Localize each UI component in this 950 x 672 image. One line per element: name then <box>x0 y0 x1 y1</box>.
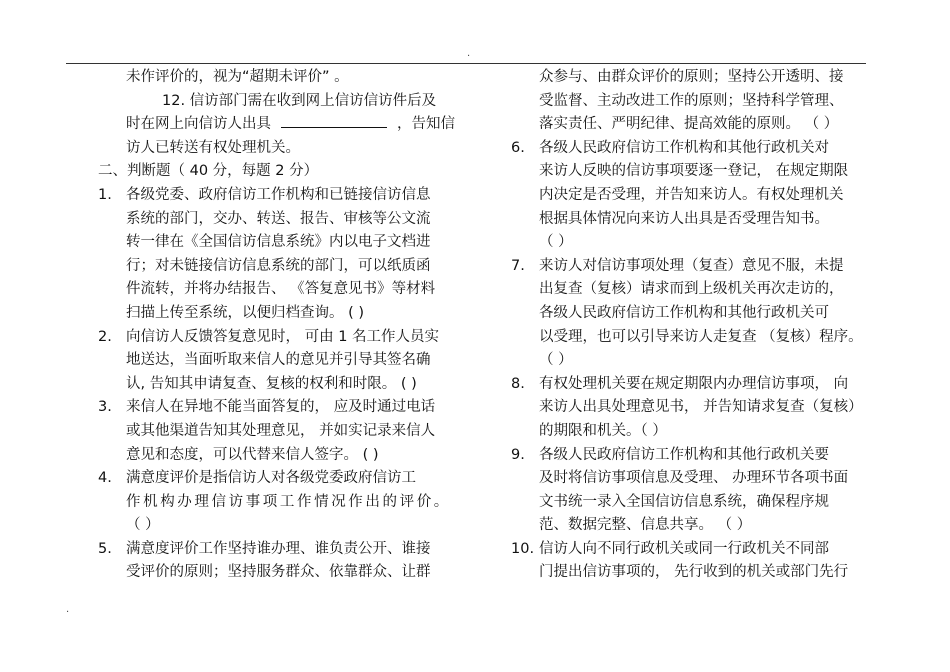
header-rule <box>66 63 866 64</box>
question-line: 各级党委、政府信访工作机构和已链接信访信息 <box>126 186 431 203</box>
question-5 <box>98 538 468 585</box>
answer-parentheses: （ ） <box>539 234 573 251</box>
question-line: 件流转，并将办结报告、 《答复意见书》等材料 <box>126 281 436 298</box>
question-line: 各级人民政府信访工作机构和其他行政机关可 <box>539 304 829 321</box>
section-heading: 二、判断题（ 40 分，每题 2 分） <box>98 163 319 180</box>
question-line: 文书统一录入全国信访信息系统，确保程序规 <box>539 493 829 510</box>
question-line: 出复查（复核）请求而到上级机关再次走访的， <box>539 281 844 298</box>
question-line: 有权处理机关要在规定期限内办理信访事项， 向 <box>539 375 849 392</box>
question-line: 及时将信访事项信息及受理、 办理环节各项书面 <box>539 470 849 487</box>
right-column <box>511 66 881 585</box>
question-line: 根据具体情况向来访人出具是否受理告知书。 <box>539 210 829 227</box>
continuation-line: 落实责任、严明纪律、提高效能的原则。 （ ） <box>539 116 839 133</box>
continuation-line: 未作评价的，视为“超期未评价” 。 <box>126 69 349 85</box>
question-12-line-2 <box>98 113 468 137</box>
question-1 <box>98 184 468 326</box>
question-7 <box>511 255 881 373</box>
question-line: 来访人反映的信访事项要逐一登记， 在规定期限 <box>539 163 849 180</box>
question-line: 行；对未链接信访信息系统的部门，可以纸质函 <box>126 257 431 274</box>
question-10 <box>511 538 881 585</box>
question-number: 5. <box>98 540 112 557</box>
question-line: 来访人出具处理意见书， 并告知请求复查（复核） <box>539 399 863 416</box>
fill-in-blank <box>281 113 387 128</box>
question-12-text-after-blank: ，告知信 <box>397 116 455 133</box>
question-number: 6. <box>511 139 525 156</box>
question-12-line-1: 12. 信访部门需在收到网上信访信访件后及 <box>162 92 437 109</box>
question-12-line-3: 访人已转送有权处理机关。 <box>126 139 300 156</box>
question-line: 向信访人反馈答复意见时， 可由 1 名工作人员实 <box>126 328 440 345</box>
question-line: 各级人民政府信访工作机构和其他行政机关对 <box>539 139 829 156</box>
question-4 <box>98 467 468 538</box>
question-number: 2. <box>98 328 112 345</box>
question-6 <box>511 137 881 255</box>
question-line: 来访人对信访事项处理（复查）意见不服，未提 <box>539 257 844 274</box>
question-number: 1. <box>98 186 112 203</box>
question-line: 作机构办理信访事项工作情况作出的评价。 <box>126 493 451 510</box>
question-line: 来信人在异地不能当面答复的， 应及时通过电话 <box>126 399 436 416</box>
question-line: 内决定是否受理，并告知来访人。有权处理机关 <box>539 186 844 203</box>
question-line: 范、数据完整、信息共享。 （ ） <box>539 517 752 534</box>
question-line: 门提出信访事项的， 先行收到的机关或部门先行 <box>539 564 849 581</box>
question-number: 7. <box>511 257 525 274</box>
question-line: 认, 告知其申请复查、复核的权利和时限。 ( ) <box>126 375 417 392</box>
question-line: 信访人向不同行政机关或同一行政机关不同部 <box>539 540 829 557</box>
question-line: 地送达，当面听取来信人的意见并引导其签名确 <box>126 352 431 369</box>
header-dot: . <box>467 48 471 59</box>
question-line: 系统的部门，交办、转送、报告、审核等公文流 <box>126 210 431 227</box>
question-line: 转一律在《全国信访信息系统》内以电子文档进 <box>126 234 431 251</box>
question-number: 10. <box>511 540 535 557</box>
question-line: 满意度评价是指信访人对各级党委政府信访工 <box>126 470 416 487</box>
question-line: 以受理，也可以引导来访人走复查 （复核）程序。 <box>539 328 863 345</box>
question-line: 意见和态度，可以代替来信人签字。 ( ) <box>126 446 379 463</box>
question-number: 4. <box>98 470 112 487</box>
question-12-text-before-blank: 时在网上向信访人出具 <box>126 116 271 133</box>
question-line: 满意度评价工作坚持谁办理、谁负责公开、谁接 <box>126 540 431 557</box>
question-line: 扫描上传至系统，以便归档查询。 ( ) <box>126 304 365 321</box>
question-8 <box>511 373 881 444</box>
continuation-line: 众参与、由群众评价的原则；坚持公开透明、接 <box>539 69 844 85</box>
question-number: 8. <box>511 375 525 392</box>
question-number: 3. <box>98 399 112 416</box>
answer-parentheses: （ ） <box>539 352 573 369</box>
question-2 <box>98 326 468 397</box>
question-line: 或其他渠道告知其处理意见， 并如实记录来信人 <box>126 422 436 439</box>
question-9 <box>511 444 881 538</box>
left-column <box>98 66 468 585</box>
question-3 <box>98 396 468 467</box>
question-line: 受评价的原则；坚持服务群众、依靠群众、让群 <box>126 564 431 581</box>
question-line: 的期限和机关。（ ） <box>539 422 667 439</box>
question-line: 各级人民政府信访工作机构和其他行政机关要 <box>539 446 829 463</box>
footer-dot: . <box>66 604 70 615</box>
answer-parentheses: （ ） <box>126 517 160 534</box>
continuation-line: 受监督、主动改进工作的原则；坚持科学管理、 <box>539 92 844 109</box>
question-number: 9. <box>511 446 525 463</box>
